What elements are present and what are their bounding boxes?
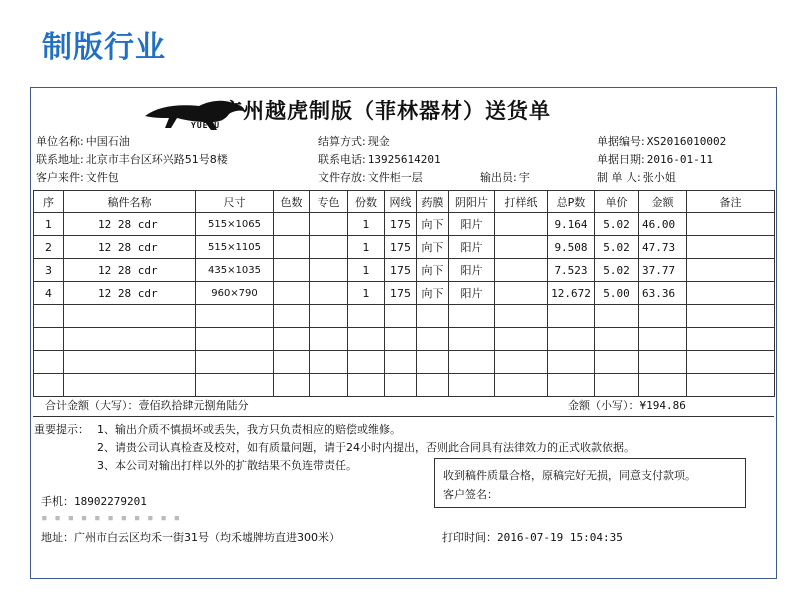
document-title: 广州越虎制版（菲林器材）送货单: [221, 99, 551, 123]
col-header: 网线: [385, 191, 417, 213]
table-cell: [196, 305, 274, 328]
table-cell: [274, 328, 310, 351]
faded-line: ▪ ▪ ▪ ▪ ▪ ▪ ▪ ▪ ▪ ▪ ▪: [41, 511, 181, 524]
table-cell: 1: [348, 213, 385, 236]
table-cell: [495, 236, 548, 259]
table-cell: [64, 351, 196, 374]
print-time: 打印时间：2016-07-19 15:04:35: [442, 531, 623, 544]
table-cell: [449, 305, 495, 328]
col-header: 序: [34, 191, 64, 213]
document-creator: 制 单 人: 张小姐: [597, 171, 676, 184]
total-row: [33, 392, 774, 417]
table-cell: [274, 259, 310, 282]
table-cell: [495, 328, 548, 351]
col-header: 药膜: [417, 191, 449, 213]
table-cell: [310, 236, 348, 259]
table-row: [34, 305, 775, 328]
table-cell: 3: [34, 259, 64, 282]
page-heading: 制版行业: [42, 30, 166, 65]
col-header: 稿件名称: [64, 191, 196, 213]
table-cell: [687, 236, 775, 259]
document-number: 单据编号: XS2016010002: [597, 135, 727, 148]
table-cell: 63.36: [639, 282, 687, 305]
table-cell: [310, 351, 348, 374]
table-cell: 1: [348, 282, 385, 305]
table-cell: 阳片: [449, 259, 495, 282]
table-row: [34, 282, 775, 305]
table-cell: [687, 213, 775, 236]
table-cell: 12 28 cdr: [64, 236, 196, 259]
table-cell: 9.164: [548, 213, 595, 236]
table-cell: 515×1105: [196, 236, 274, 259]
table-cell: [495, 351, 548, 374]
table-cell: [687, 259, 775, 282]
table-cell: [348, 351, 385, 374]
table-cell: [495, 259, 548, 282]
col-header: 尺寸: [196, 191, 274, 213]
table-cell: [449, 328, 495, 351]
unit-name: 单位名称: 中国石油: [36, 135, 130, 148]
table-cell: [274, 351, 310, 374]
table-cell: 37.77: [639, 259, 687, 282]
table-row: [34, 351, 775, 374]
table-cell: [495, 282, 548, 305]
table-cell: [310, 259, 348, 282]
client-file: 客户来件: 文件包: [36, 171, 119, 184]
mobile-number: 手机：18902279201: [41, 495, 147, 508]
note-item: 2、请贵公司认真检查及校对，如有质量问题，请于24小时内提出，否则此合同具有法律效力的正式收款依据。: [97, 441, 635, 454]
col-header: 单价: [595, 191, 639, 213]
table-cell: [639, 305, 687, 328]
table-cell: 515×1065: [196, 213, 274, 236]
table-row: [34, 213, 775, 236]
col-header: 份数: [348, 191, 385, 213]
table-cell: [495, 213, 548, 236]
table-cell: 12 28 cdr: [64, 259, 196, 282]
table-cell: 47.73: [639, 236, 687, 259]
col-header: 阴阳片: [449, 191, 495, 213]
table-cell: 向下: [417, 259, 449, 282]
table-cell: 向下: [417, 236, 449, 259]
contact-phone: 联系电话: 13925614201: [318, 153, 441, 166]
table-cell: 阳片: [449, 236, 495, 259]
table-cell: 9.508: [548, 236, 595, 259]
table-cell: 1: [348, 236, 385, 259]
customer-signature-label: 客户签名：: [443, 488, 498, 501]
table-cell: 向下: [417, 213, 449, 236]
customer-confirmation-box: [434, 458, 746, 508]
table-cell: 175: [385, 282, 417, 305]
table-cell: [34, 351, 64, 374]
table-cell: [417, 305, 449, 328]
table-cell: [385, 351, 417, 374]
table-header-row: [34, 191, 775, 213]
table-cell: [64, 328, 196, 351]
table-cell: [348, 305, 385, 328]
table-cell: [310, 282, 348, 305]
items-table: [33, 190, 775, 397]
table-cell: 4: [34, 282, 64, 305]
col-header: 色数: [274, 191, 310, 213]
table-cell: 5.02: [595, 236, 639, 259]
settlement-method: 结算方式: 现金: [318, 135, 390, 148]
table-cell: [310, 328, 348, 351]
table-cell: 7.523: [548, 259, 595, 282]
table-cell: 1: [348, 259, 385, 282]
note-item: 1、输出介质不慎损坏或丢失，我方只负责相应的赔偿或维修。: [97, 423, 401, 436]
table-cell: [595, 328, 639, 351]
table-cell: 阳片: [449, 213, 495, 236]
table-cell: [385, 305, 417, 328]
table-cell: [595, 351, 639, 374]
table-cell: [34, 328, 64, 351]
table-cell: 5.02: [595, 259, 639, 282]
table-cell: [449, 351, 495, 374]
table-cell: 5.02: [595, 213, 639, 236]
table-cell: 175: [385, 236, 417, 259]
table-cell: 12 28 cdr: [64, 282, 196, 305]
table-row: [34, 236, 775, 259]
table-cell: [495, 305, 548, 328]
table-cell: 175: [385, 259, 417, 282]
table-cell: 435×1035: [196, 259, 274, 282]
table-cell: [548, 305, 595, 328]
table-cell: [687, 351, 775, 374]
table-cell: 12 28 cdr: [64, 213, 196, 236]
col-header: 打样纸: [495, 191, 548, 213]
table-cell: [687, 328, 775, 351]
table-cell: [417, 328, 449, 351]
table-row: [34, 259, 775, 282]
table-cell: [595, 305, 639, 328]
table-cell: [417, 351, 449, 374]
table-cell: [34, 305, 64, 328]
table-cell: 175: [385, 213, 417, 236]
file-storage: 文件存放: 文件柜一层: [318, 171, 423, 184]
table-cell: [274, 305, 310, 328]
table-cell: [310, 213, 348, 236]
table-cell: [274, 282, 310, 305]
table-cell: [687, 282, 775, 305]
company-address: 地址：广州市白云区均禾一街31号（均禾墟牌坊直进300米）: [41, 531, 340, 544]
col-header: 金额: [639, 191, 687, 213]
table-cell: [310, 305, 348, 328]
table-cell: [639, 351, 687, 374]
table-cell: [548, 328, 595, 351]
table-cell: 12.672: [548, 282, 595, 305]
table-cell: 5.00: [595, 282, 639, 305]
notes-title: 重要提示：: [34, 423, 89, 436]
table-row: [34, 328, 775, 351]
table-cell: [639, 328, 687, 351]
table-cell: [274, 213, 310, 236]
confirmation-text: 收到稿件质量合格，原稿完好无损，同意支付款项。: [443, 469, 696, 482]
contact-address: 联系地址: 北京市丰台区环兴路51号8楼: [36, 153, 228, 166]
table-cell: 阳片: [449, 282, 495, 305]
note-item: 3、本公司对输出打样以外的扩散结果不负连带责任。: [97, 459, 357, 472]
table-cell: 1: [34, 213, 64, 236]
table-cell: [274, 236, 310, 259]
table-cell: [64, 305, 196, 328]
table-cell: 向下: [417, 282, 449, 305]
output-operator: 输出员: 宇: [480, 171, 530, 184]
table-cell: 46.00: [639, 213, 687, 236]
table-cell: 2: [34, 236, 64, 259]
table-cell: [348, 328, 385, 351]
table-cell: [385, 328, 417, 351]
table-cell: [196, 328, 274, 351]
table-cell: [196, 351, 274, 374]
table-cell: [548, 351, 595, 374]
table-cell: 960×790: [196, 282, 274, 305]
total-amount: 金额（小写）：¥194.86: [568, 399, 686, 412]
document-date: 单据日期: 2016-01-11: [597, 153, 713, 166]
logo-text: YUEHU: [191, 121, 221, 130]
delivery-note: [30, 87, 777, 579]
col-header: 专色: [310, 191, 348, 213]
col-header: 总P数: [548, 191, 595, 213]
total-capital: 合计金额（大写）：壹佰玖拾肆元捌角陆分: [45, 399, 249, 412]
table-cell: [687, 305, 775, 328]
col-header: 备注: [687, 191, 775, 213]
